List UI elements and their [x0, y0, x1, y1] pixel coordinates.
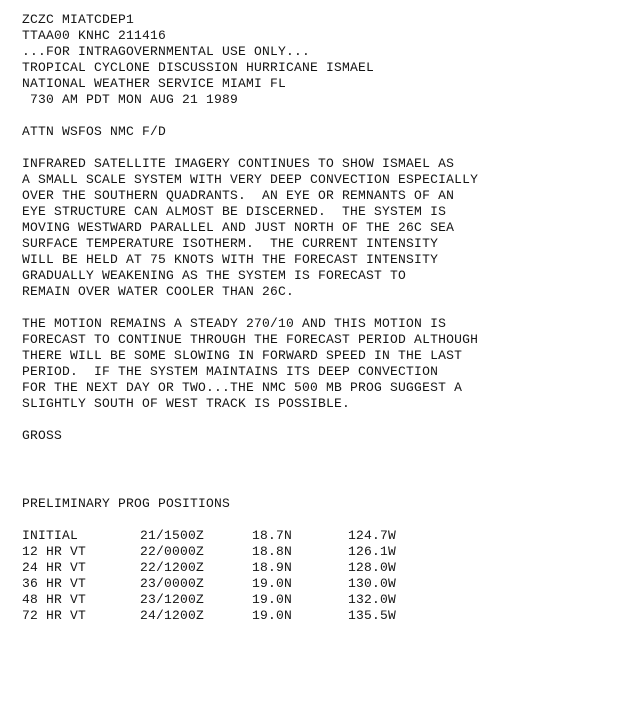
paragraph-line: OVER THE SOUTHERN QUADRANTS. AN EYE OR REMNANTS OF AN [22, 188, 455, 203]
position-row [22, 560, 612, 576]
attn-line: ATTN WSFOS NMC F/D [22, 124, 167, 139]
paragraph-line: FOR THE NEXT DAY OR TWO...THE NMC 500 MB PROG SUGGEST A [22, 380, 463, 395]
paragraph-line: SURFACE TEMPERATURE ISOTHERM. THE CURRENT INTENSITY [22, 236, 439, 251]
paragraph-line: PERIOD. IF THE SYSTEM MAINTAINS ITS DEEP CONVECTION [22, 364, 439, 379]
row-label: 36 HR VT [22, 576, 87, 591]
position-row [22, 544, 612, 560]
positions-table [22, 528, 612, 624]
row-time: 21/1500Z [140, 528, 205, 543]
row-time: 22/1200Z [140, 560, 205, 575]
paragraph-line: EYE STRUCTURE CAN ALMOST BE DISCERNED. THE SYSTEM IS [22, 204, 447, 219]
row-label: 72 HR VT [22, 608, 87, 623]
paragraph-line: MOVING WESTWARD PARALLEL AND JUST NORTH OF THE 26C SEA [22, 220, 455, 235]
row-lon: 124.7W [348, 528, 397, 543]
bulletin-header [22, 12, 612, 108]
position-row [22, 576, 612, 592]
paragraph-line: GRADUALLY WEAKENING AS THE SYSTEM IS FORECAST TO [22, 268, 407, 283]
row-time: 22/0000Z [140, 544, 205, 559]
header-line: ZCZC MIATCDEP1 [22, 12, 135, 27]
row-lon: 132.0W [348, 592, 397, 607]
header-line: TROPICAL CYCLONE DISCUSSION HURRICANE ISMAEL [22, 60, 375, 75]
spacer [22, 108, 612, 124]
paragraph-line: FORECAST TO CONTINUE THROUGH THE FORECAST PERIOD ALTHOUGH [22, 332, 479, 347]
header-line: ...FOR INTRAGOVERNMENTAL USE ONLY... [22, 44, 311, 59]
row-label: 48 HR VT [22, 592, 87, 607]
spacer [22, 444, 612, 496]
row-lat: 19.0N [252, 592, 293, 607]
row-label: INITIAL [22, 528, 79, 543]
row-lon: 135.5W [348, 608, 397, 623]
row-time: 23/1200Z [140, 592, 205, 607]
position-row [22, 592, 612, 608]
row-time: 23/0000Z [140, 576, 205, 591]
row-label: 24 HR VT [22, 560, 87, 575]
header-line: TTAA00 KNHC 211416 [22, 28, 167, 43]
row-lon: 130.0W [348, 576, 397, 591]
discussion-document [22, 12, 612, 624]
paragraph-line: SLIGHTLY SOUTH OF WEST TRACK IS POSSIBLE. [22, 396, 351, 411]
row-lat: 18.9N [252, 560, 293, 575]
paragraph-line: THERE WILL BE SOME SLOWING IN FORWARD SPEED IN THE LAST [22, 348, 463, 363]
paragraph-line: WILL BE HELD AT 75 KNOTS WITH THE FORECAST INTENSITY [22, 252, 439, 267]
spacer [22, 140, 612, 156]
spacer [22, 512, 612, 528]
header-line: NATIONAL WEATHER SERVICE MIAMI FL [22, 76, 287, 91]
paragraph-motion [22, 316, 612, 412]
row-lat: 19.0N [252, 576, 293, 591]
row-label: 12 HR VT [22, 544, 87, 559]
row-lat: 18.7N [252, 528, 293, 543]
row-lat: 18.8N [252, 544, 293, 559]
header-line: 730 AM PDT MON AUG 21 1989 [22, 92, 239, 107]
position-row [22, 608, 612, 624]
forecaster-signature: GROSS [22, 428, 63, 443]
paragraph-line: THE MOTION REMAINS A STEADY 270/10 AND THIS MOTION IS [22, 316, 447, 331]
paragraph-line: REMAIN OVER WATER COOLER THAN 26C. [22, 284, 295, 299]
row-lon: 126.1W [348, 544, 397, 559]
row-time: 24/1200Z [140, 608, 205, 623]
positions-title: PRELIMINARY PROG POSITIONS [22, 496, 231, 511]
paragraph-line: A SMALL SCALE SYSTEM WITH VERY DEEP CONVECTION ESPECIALLY [22, 172, 479, 187]
row-lat: 19.0N [252, 608, 293, 623]
spacer [22, 412, 612, 428]
paragraph-intensity [22, 156, 612, 300]
spacer [22, 300, 612, 316]
paragraph-line: INFRARED SATELLITE IMAGERY CONTINUES TO SHOW ISMAEL AS [22, 156, 455, 171]
row-lon: 128.0W [348, 560, 397, 575]
position-row [22, 528, 612, 544]
